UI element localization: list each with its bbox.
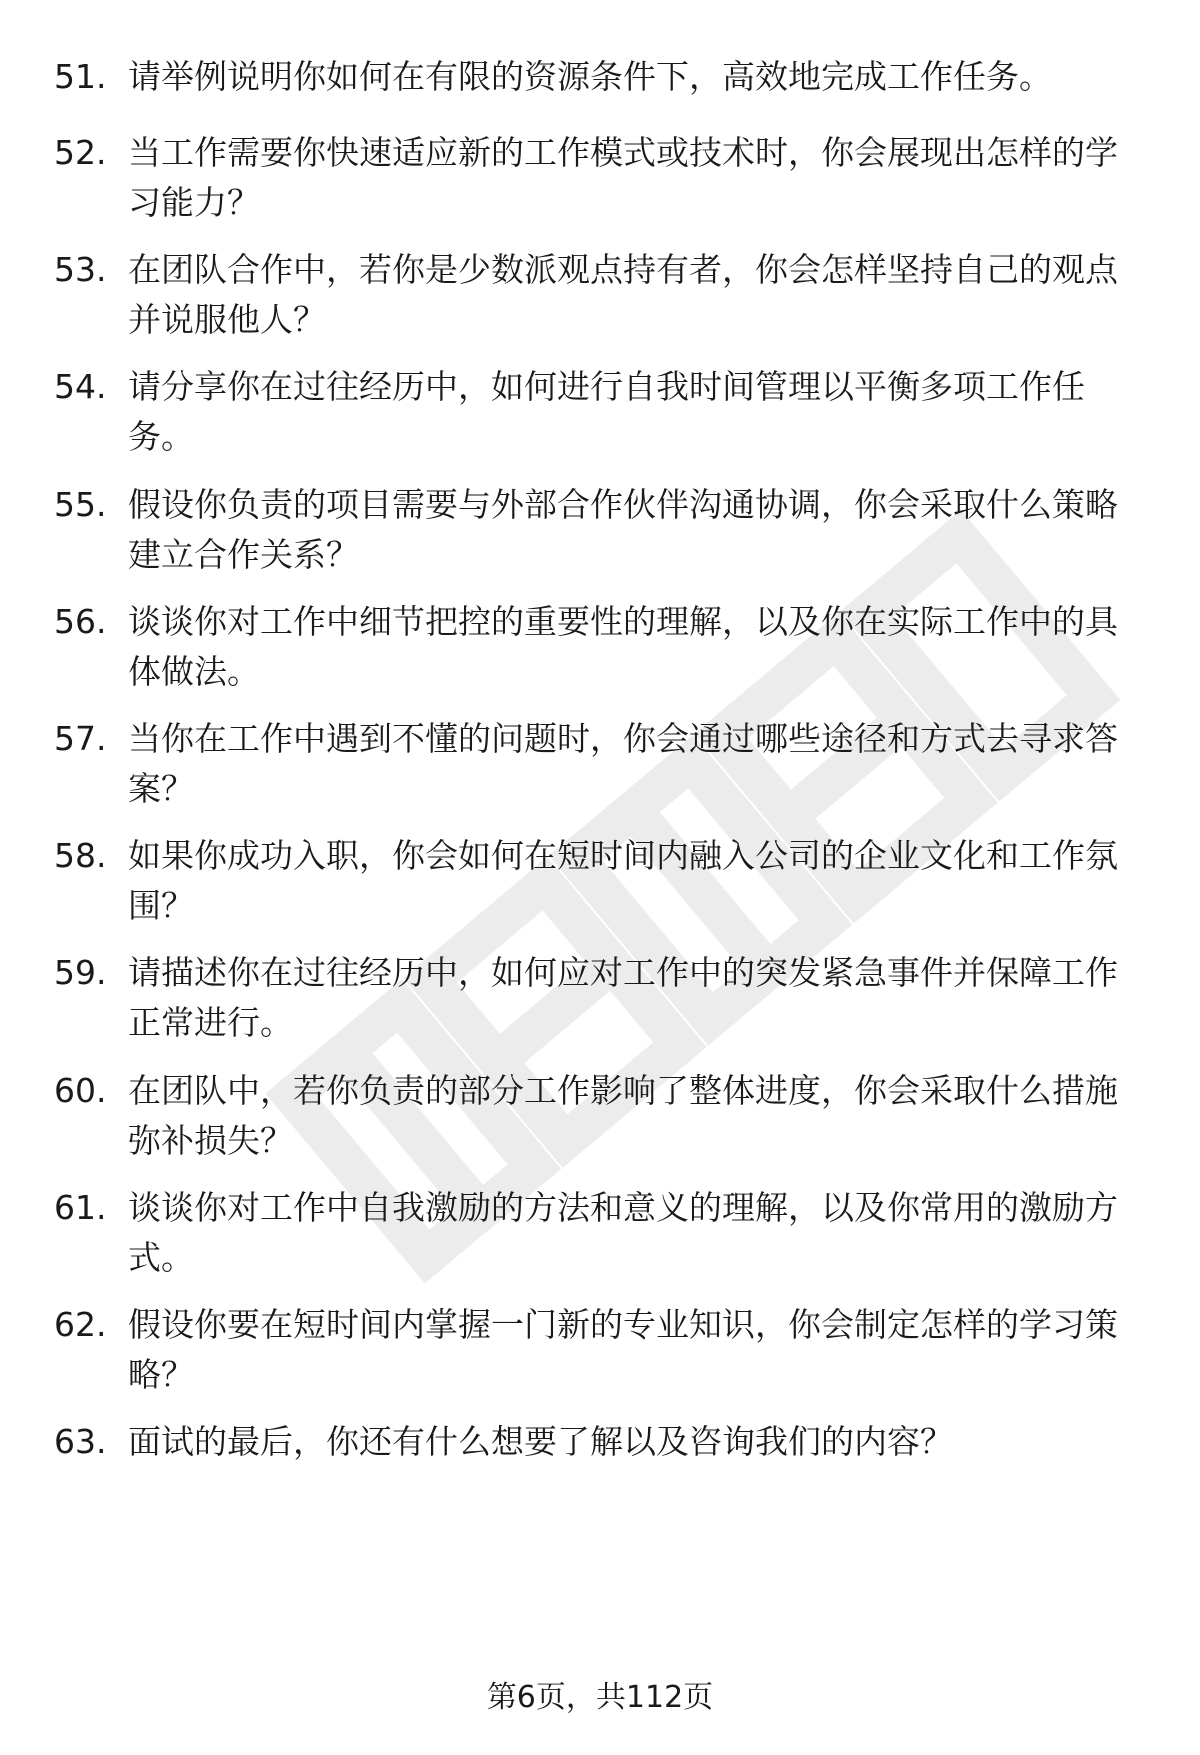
question-number: 61. (54, 1188, 107, 1227)
question-text: 假设你负责的项目需要与外部合作伙伴沟通协调，你会采取什么策略建立合作关系？ (128, 485, 1118, 574)
question-text: 请描述你在过往经历中，如何应对工作中的突发紧急事件并保障工作正常进行。 (128, 953, 1118, 1042)
question-number: 52. (54, 133, 107, 172)
question-text: 如果你成功入职，你会如何在短时间内融入公司的企业文化和工作氛围？ (128, 836, 1118, 925)
question-number: 54. (54, 367, 107, 406)
question-number: 63. (54, 1422, 107, 1461)
question-text: 谈谈你对工作中细节把控的重要性的理解，以及你在实际工作中的具体做法。 (128, 602, 1118, 691)
question-text: 面试的最后，你还有什么想要了解以及咨询我们的内容？ (128, 1422, 953, 1461)
question-number: 56. (54, 602, 107, 641)
question-text: 请举例说明你如何在有限的资源条件下，高效地完成工作任务。 (128, 57, 1052, 96)
question-text: 在团队中，若你负责的部分工作影响了整体进度，你会采取什么措施弥补损失？ (128, 1071, 1118, 1160)
question-number: 60. (54, 1071, 107, 1110)
question-number: 57. (54, 719, 107, 758)
question-number: 62. (54, 1305, 107, 1344)
question-text: 请分享你在过往经历中，如何进行自我时间管理以平衡多项工作任务。 (128, 367, 1085, 456)
page-indicator: 第6页，共112页 (486, 1680, 714, 1715)
question-number: 55. (54, 485, 107, 524)
question-number: 53. (54, 250, 107, 289)
question-text: 假设你要在短时间内掌握一门新的专业知识，你会制定怎样的学习策略？ (128, 1305, 1118, 1394)
question-text: 当工作需要你快速适应新的工作模式或技术时，你会展现出怎样的学习能力？ (128, 133, 1118, 222)
question-number: 58. (54, 836, 107, 875)
question-text: 谈谈你对工作中自我激励的方法和意义的理解，以及你常用的激励方式。 (128, 1188, 1118, 1277)
question-text: 当你在工作中遇到不懂的问题时，你会通过哪些途径和方式去寻求答案？ (128, 719, 1118, 808)
question-number: 51. (54, 57, 107, 96)
question-number: 59. (54, 953, 107, 992)
question-text: 在团队合作中，若你是少数派观点持有者，你会怎样坚持自己的观点并说服他人？ (128, 250, 1118, 339)
